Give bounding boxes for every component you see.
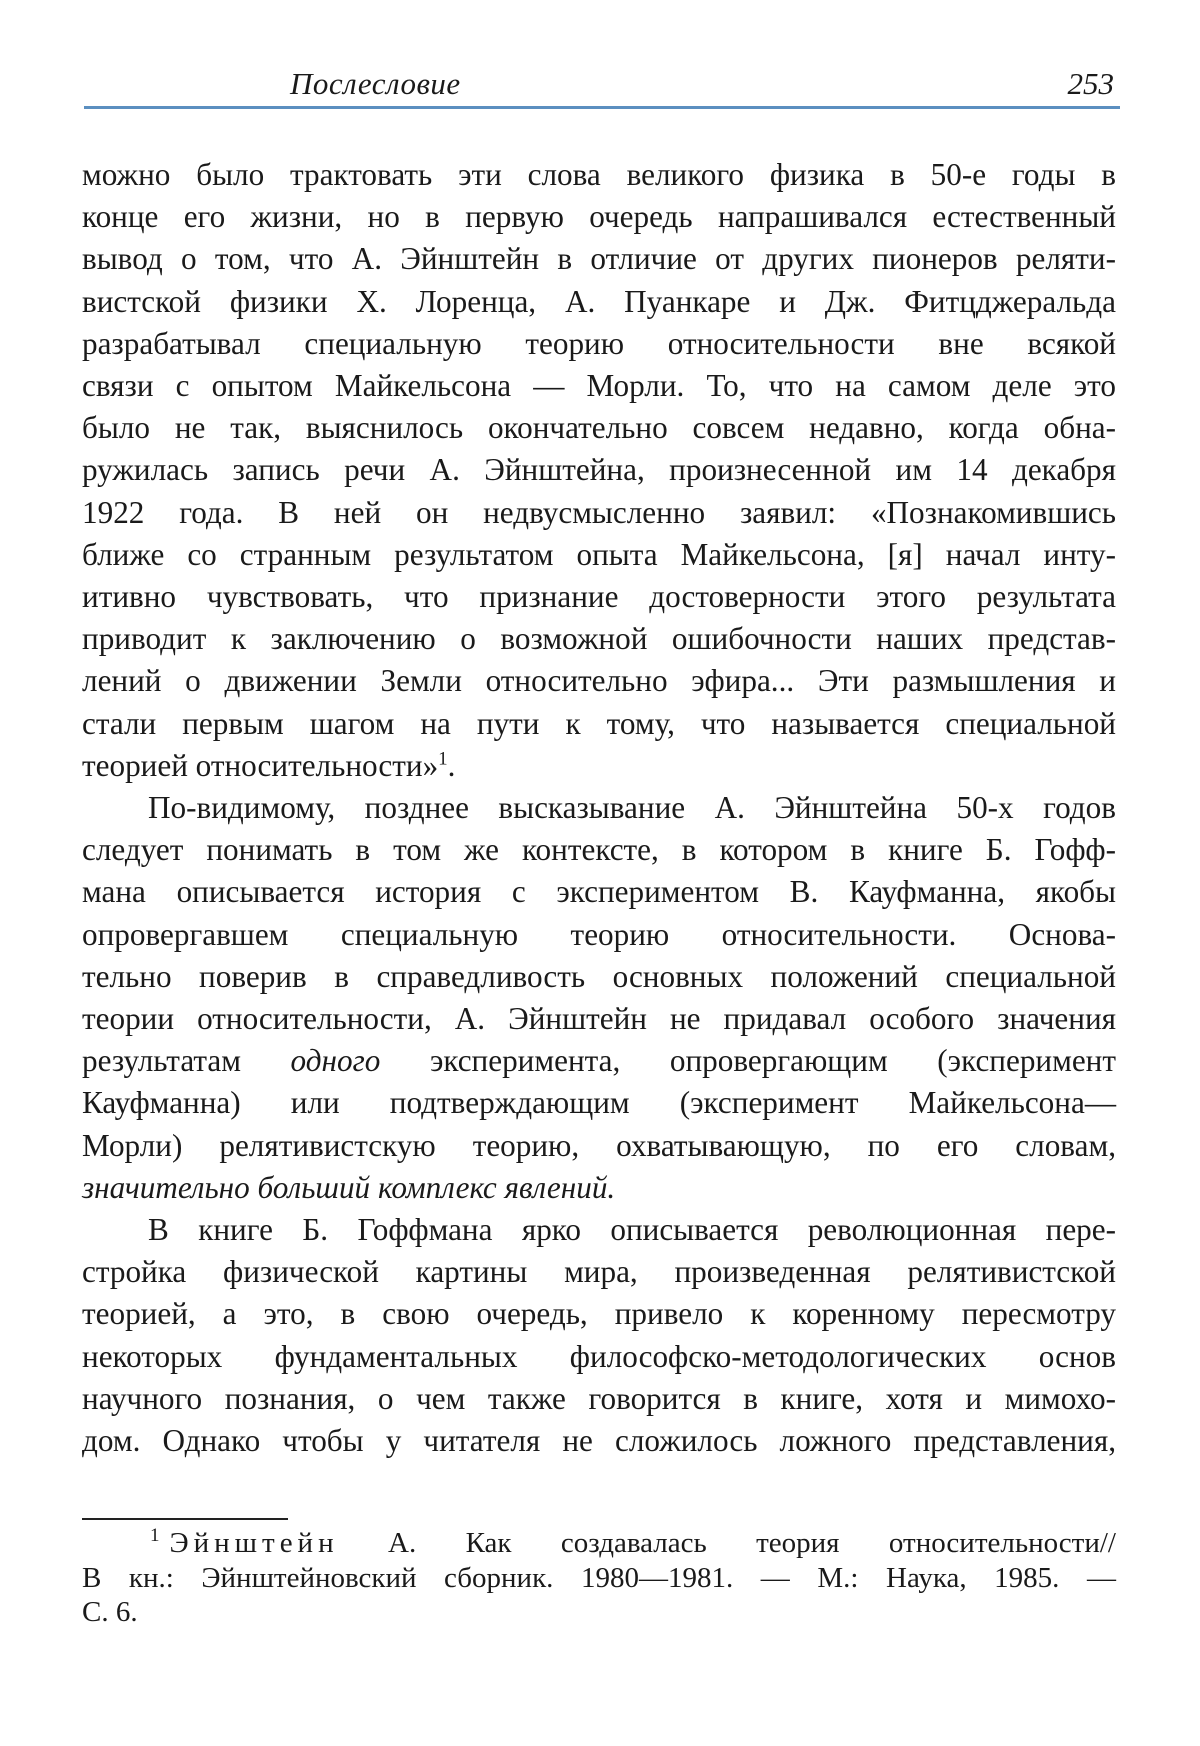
text-line: теории относительности, А. Эйнштейн не придавал особого значения	[82, 1001, 1116, 1037]
text-line: следует понимать в том же контексте, в котором в книге Б. Гофф-	[82, 832, 1116, 868]
running-title: Послесловие	[290, 66, 461, 101]
text-line: стройка физической картины мира, произведенная релятивистской	[82, 1254, 1116, 1290]
footnote-reference[interactable]: 1	[438, 748, 448, 770]
text-fragment: результатам	[82, 1043, 291, 1079]
footnote-line	[82, 1526, 1116, 1561]
text-line: В книге Б. Гоффмана ярко описывается революционная пере-	[148, 1212, 1116, 1248]
text-line: вистской физики Х. Лоренца, А. Пуанкаре и Дж. Фитцджеральда	[82, 283, 1116, 319]
text-line: было не так, выяснилось окончательно совсем недавно, когда обна-	[82, 410, 1116, 446]
paragraph-2	[82, 787, 1116, 1209]
text-line: вывод о том, что А. Эйнштейн в отличие от других пионеров реляти-	[82, 241, 1116, 277]
footnote-line: С. 6.	[82, 1596, 138, 1628]
text-line: дом. Однако чтобы у читателя не сложилось ложного представления,	[82, 1423, 1116, 1459]
footnote-author: Эйнштейн	[169, 1527, 339, 1559]
text-line: Кауфманна) или подтверждающим (эксперимент Майкельсона—	[82, 1085, 1116, 1121]
text-line: разрабатывал специальную теорию относительности вне всякой	[82, 325, 1116, 361]
page-number: 253	[1067, 66, 1114, 101]
paragraph-1	[82, 154, 1116, 787]
body-text	[82, 154, 1116, 1462]
emphasis: значительно больший комплекс явлений.	[82, 1169, 616, 1205]
running-header	[80, 62, 1120, 108]
text-fragment: А. Как создавалась теория относительности//	[338, 1527, 1116, 1559]
text-line: некоторых фундаментальных философско-методологических основ	[82, 1338, 1116, 1374]
text-line: опровергавшем специальную теорию относительности. Основа-	[82, 916, 1116, 952]
text-fragment: теорией относительности»	[82, 747, 439, 783]
text-line: ближе со странным результатом опыта Майкельсона, [я] начал инту-	[82, 536, 1116, 572]
emphasis: одного	[290, 1043, 381, 1079]
text-line: приводит к заключению о возможной ошибочности наших представ-	[82, 621, 1116, 657]
text-fragment: эксперимента, опровергающим (эксперимент	[380, 1043, 1117, 1079]
text-line: связи с опытом Майкельсона — Морли. То, что на самом деле это	[82, 368, 1116, 404]
text-line: По-видимому, позднее высказывание А. Эйнштейна 50-х годов	[148, 790, 1116, 826]
header-rule	[84, 106, 1120, 109]
text-line: можно было трактовать эти слова великого физика в 50-е годы в	[82, 157, 1116, 192]
text-line: теорией, а это, в свою очередь, привело к коренному пересмотру	[82, 1296, 1116, 1332]
text-line: ружилась запись речи А. Эйнштейна, произнесенной им 14 декабря	[82, 452, 1116, 488]
text-line: 1922 года. В ней он недвусмысленно заявил: «Познакомившись	[82, 494, 1116, 530]
text-line: конце его жизни, но в первую очередь напрашивался естественный	[82, 199, 1116, 235]
text-line: тельно поверив в справедливость основных положений специальной	[82, 958, 1116, 994]
footnote	[82, 1526, 1116, 1630]
text-line: мана описывается история с экспериментом В. Кауфманна, якобы	[82, 874, 1116, 910]
footnote-line: В кн.: Эйнштейновский сборник. 1980—1981. — М.: Наука, 1985. —	[82, 1561, 1116, 1594]
text-line: теорией относительности»$^1$.	[82, 747, 456, 783]
text-line: Морли) релятивистскую теорию, охватывающую, по его словам,	[82, 1127, 1116, 1163]
text-line: итивно чувствовать, что признание достоверности этого результата	[82, 579, 1116, 615]
text-line: научного познания, о чем также говорится в книге, хотя и мимохо-	[82, 1380, 1116, 1416]
paragraph-3	[82, 1209, 1116, 1462]
text-line: стали первым шагом на пути к тому, что называется специальной	[82, 705, 1116, 741]
text-line: лений о движении Земли относительно эфира... Эти размышления и	[82, 663, 1116, 699]
footnote-rule	[82, 1518, 288, 1520]
footnote-mark: 1	[150, 1525, 160, 1547]
text-line	[82, 1167, 1116, 1209]
text-line	[82, 1040, 1116, 1082]
